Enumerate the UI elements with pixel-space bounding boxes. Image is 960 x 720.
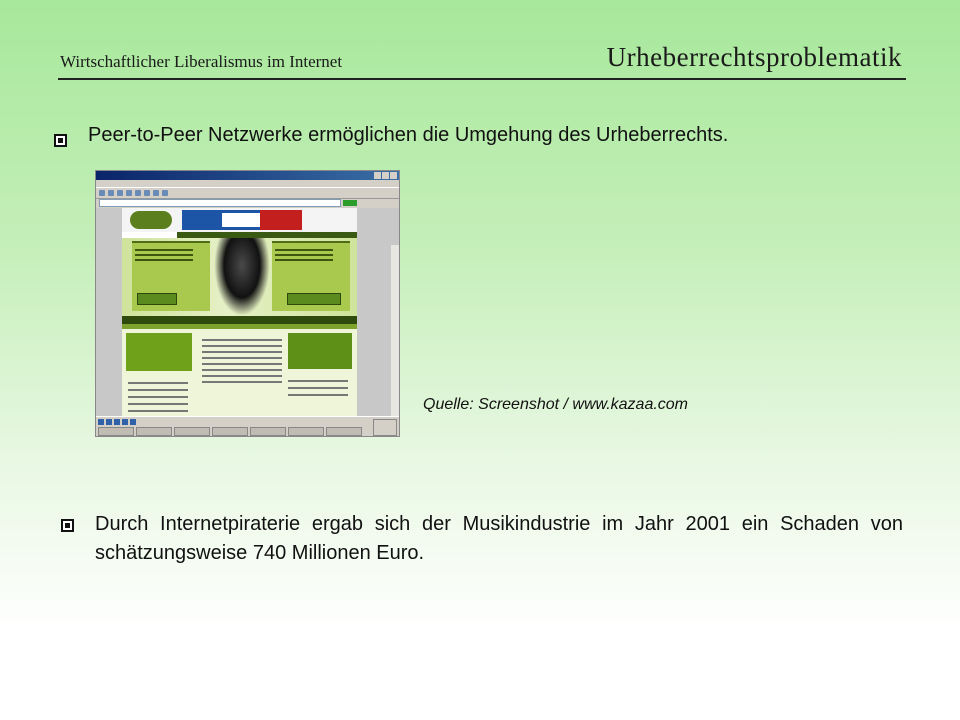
kazaa-logo	[130, 211, 172, 229]
address-bar	[96, 199, 399, 207]
scrollbar	[391, 245, 399, 437]
header-rule	[58, 78, 906, 80]
banner-ad	[182, 210, 302, 230]
slide-header-subtitle: Wirtschaftlicher Liberalismus im Internet	[60, 52, 343, 71]
menu-bar	[96, 180, 399, 187]
slide-title: Urheberrechtsproblematik	[606, 42, 902, 72]
window-titlebar	[96, 171, 399, 180]
kazaa-screenshot-image	[95, 170, 400, 437]
bullet-text-2: Durch Internetpiraterie ergab sich der Musikindustrie im Jahr 2001 ein Schaden von schätzungsweise 740 Millionen Euro.	[95, 513, 903, 564]
bullet-icon	[61, 519, 74, 532]
window-controls	[374, 172, 397, 179]
screenshot-caption: Quelle: Screenshot / www.kazaa.com	[423, 396, 689, 413]
bullet-icon	[54, 134, 67, 147]
bullet-text-1: Peer-to-Peer Netzwerke ermöglichen die Umgehung des Urheberrechts.	[88, 124, 729, 146]
taskbar-clock	[373, 419, 397, 436]
windows-taskbar	[96, 416, 399, 436]
browser-page	[96, 208, 399, 417]
kazaa-website	[122, 208, 357, 417]
site-lower-section	[122, 329, 357, 417]
browser-toolbar	[96, 187, 399, 199]
hero-banner	[122, 238, 357, 316]
